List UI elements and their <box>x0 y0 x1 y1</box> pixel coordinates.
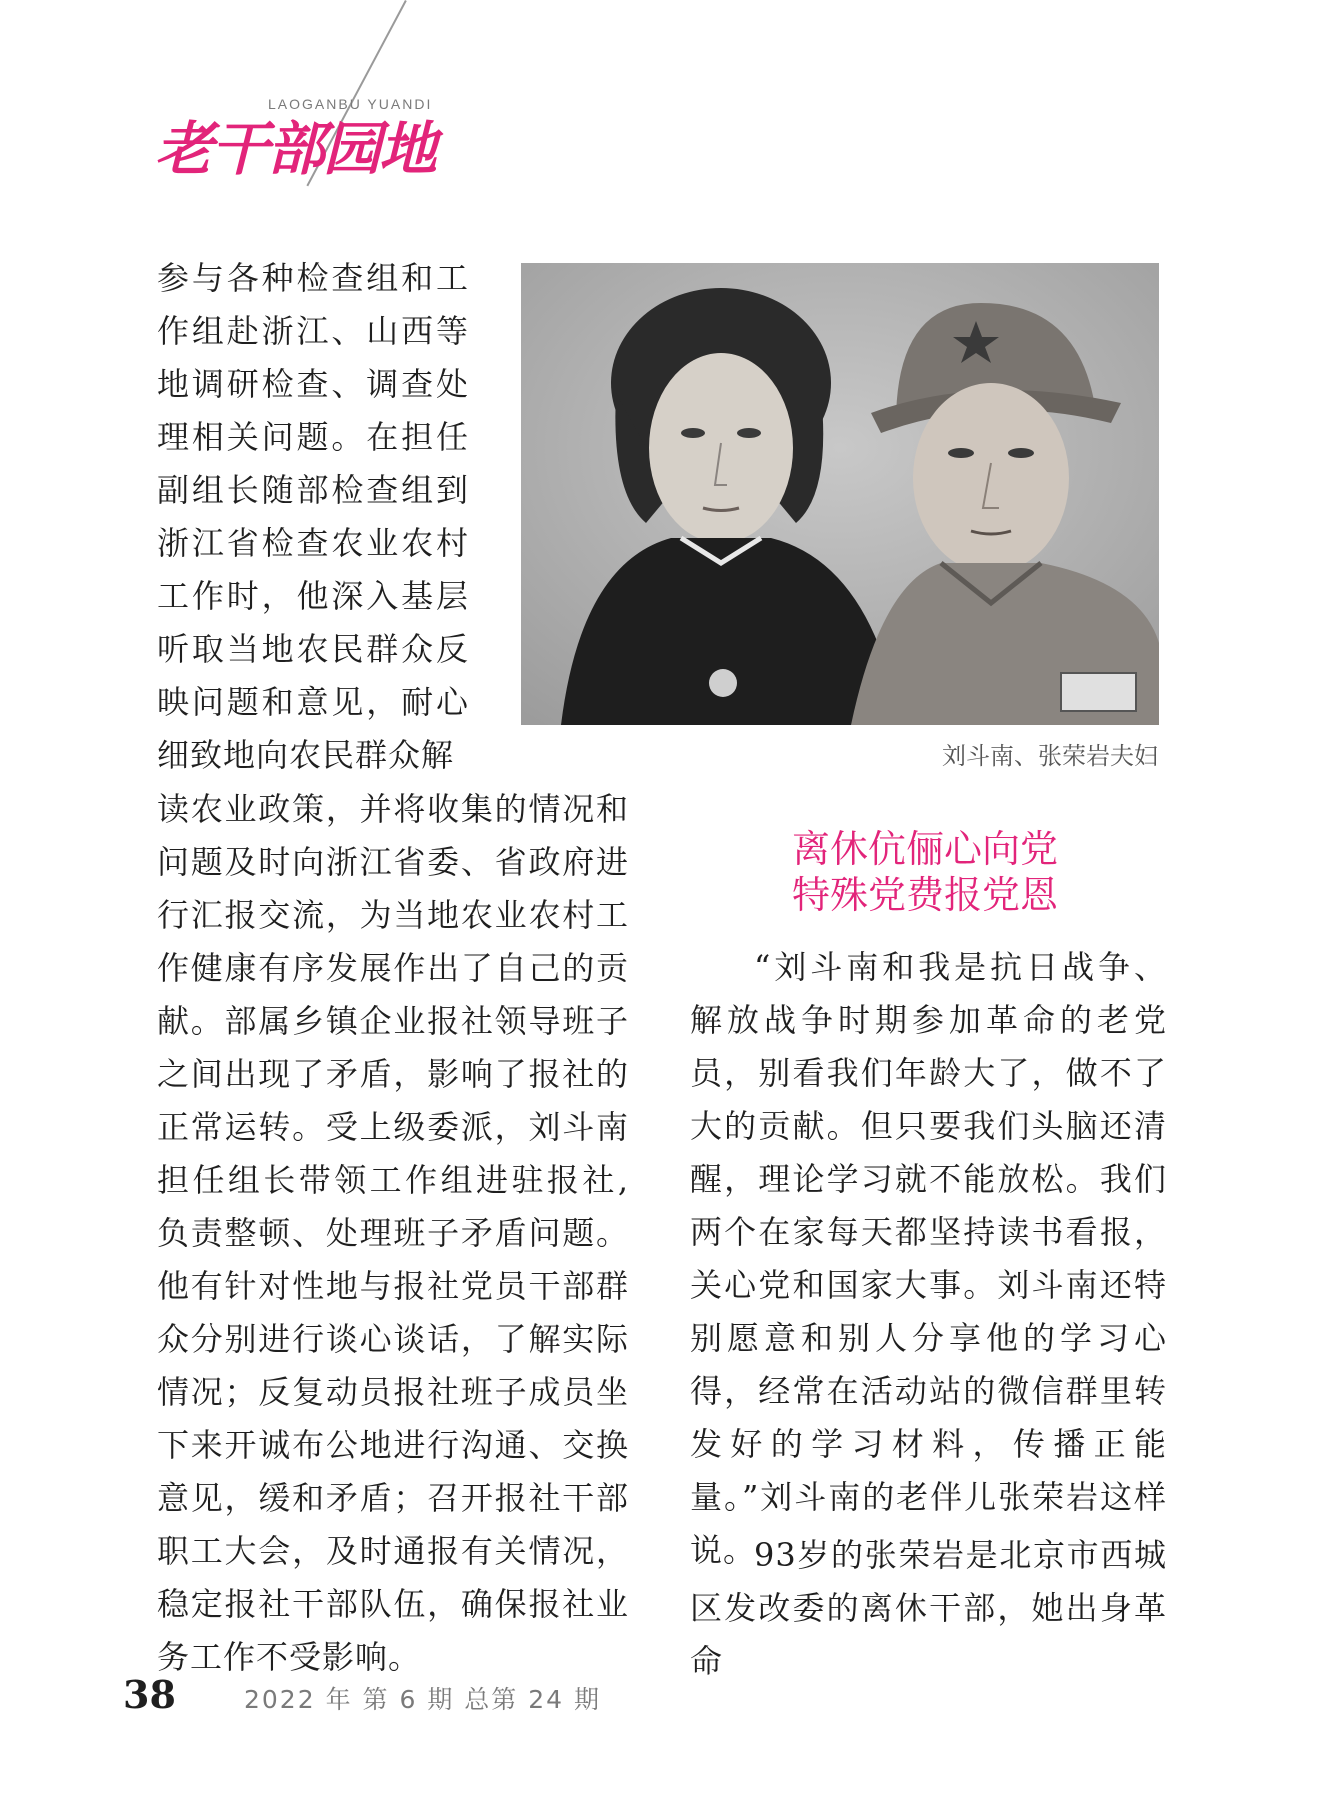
section-title-line-2: 特殊党费报党恩 <box>791 873 1058 917</box>
article-paragraph-4: 93岁的张荣岩是北京市西城区发改委的离休干部，她出身革命 <box>690 1536 1167 1680</box>
page-number: 38 <box>123 1672 176 1717</box>
photo-caption: 刘斗南、张荣岩夫妇 <box>942 742 1158 770</box>
article-paragraph-1: 参与各种检查组和工作组赴浙江、山西等地调研检查、调查处理相关问题。在担任副组长随部检查组到浙江省检查农业农村工作时，他深入基层听取当地农民群众反映问题和意见，耐心细致地向农民群众解 <box>157 259 469 774</box>
couple-photo <box>521 263 1159 725</box>
section-title-line-1: 离休伉俪心向党 <box>791 827 1058 871</box>
article-paragraph-3: “刘斗南和我是抗日战争、解放战争时期参加革命的老党员，别看我们年龄大了，做不了大的贡献。但只要我们头脑还清醒，理论学习就不能放松。我们两个在家每天都坚持读书看报，关心党和国家大事。刘斗南还特别愿意和别人分享他的学习心得，经常在活动站的微信群里转发好的学习材料，传播正能量。”刘斗南的老伴儿张荣岩这样说。 <box>690 948 1167 1569</box>
magazine-logo: 老干部园地 <box>155 115 436 183</box>
issue-info: 2022 年 第 6 期 总第 24 期 <box>244 1685 601 1714</box>
article-paragraph-2: 读农业政策，并将收集的情况和问题及时向浙江省委、省政府进行汇报交流，为当地农业农村工作健康有序发展作出了自己的贡献。部属乡镇企业报社领导班子之间出现了矛盾，影响了报社的正常运转。受上级委派，刘斗南担任组长带领工作组进驻报社,负责整顿、处理班子矛盾问题。他有针对性地与报社党员干部群众分别进行谈心谈话，了解实际情况；反复动员报社班子成员坐下来开诚布公地进行沟通、交换意见，缓和矛盾；召开报社干部职工大会，及时通报有关情况，稳定报社干部队伍，确保报社业务工作不受影响。 <box>157 790 629 1676</box>
section-title <box>700 826 1150 918</box>
magazine-name-en: LAOGANBU YUANDI <box>268 96 433 112</box>
couple-photo-illustration <box>521 263 1159 725</box>
